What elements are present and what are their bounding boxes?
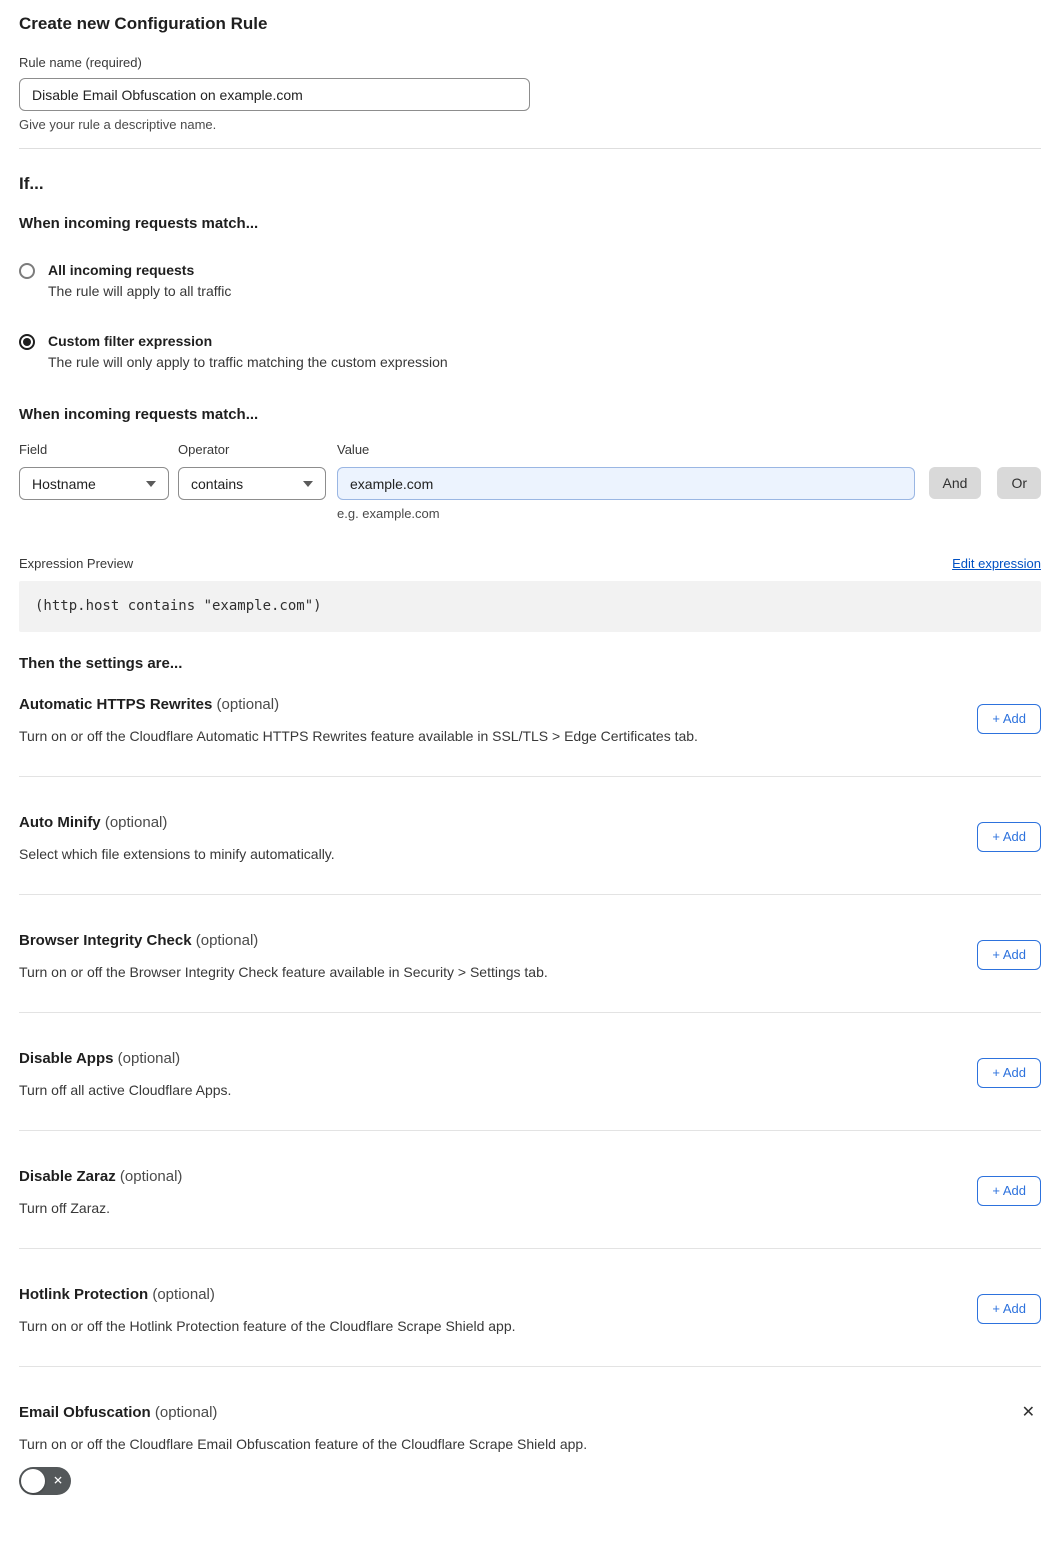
setting-name: Disable Apps	[19, 1050, 114, 1067]
rule-name-helper: Give your rule a descriptive name.	[19, 117, 217, 132]
or-button[interactable]: Or	[997, 467, 1041, 499]
radio-label: Custom filter expression	[48, 333, 213, 349]
radio-description: The rule will only apply to traffic matching the custom expression	[48, 354, 448, 370]
optional-tag: (optional)	[104, 814, 168, 831]
and-button[interactable]: And	[929, 467, 982, 499]
toggle-knob	[21, 1469, 45, 1493]
setting-title	[19, 1168, 1041, 1186]
optional-tag: (optional)	[119, 1168, 183, 1185]
add-disable-apps-button[interactable]: + Add	[977, 1058, 1041, 1088]
value-input[interactable]	[337, 467, 915, 500]
setting-row-browser-integrity-check	[19, 895, 1041, 1013]
setting-title	[19, 1404, 1041, 1422]
setting-row-disable-zaraz	[19, 1131, 1041, 1249]
section-divider	[19, 148, 1041, 149]
settings-list	[19, 672, 1041, 1532]
setting-description: Turn on or off the Hotlink Protection feature of the Cloudflare Scrape Shield app.	[19, 1318, 516, 1334]
add-automatic-https-rewrites-button[interactable]: + Add	[977, 704, 1041, 734]
field-select-value: Hostname	[32, 475, 96, 492]
setting-description: Select which file extensions to minify automatically.	[19, 846, 335, 862]
setting-description: Turn on or off the Browser Integrity Check feature available in Security > Settings tab.	[19, 964, 548, 980]
filter-expression-row	[19, 442, 1041, 500]
setting-title	[19, 1050, 1041, 1068]
rule-name-label: Rule name (required)	[19, 55, 142, 70]
operator-label: Operator	[178, 442, 230, 457]
setting-description: Turn on or off the Cloudflare Email Obfuscation feature of the Cloudflare Scrape Shield app.	[19, 1436, 588, 1452]
setting-title	[19, 696, 1041, 714]
setting-row-hotlink-protection	[19, 1249, 1041, 1367]
expression-preview-label: Expression Preview	[19, 556, 134, 571]
optional-tag: (optional)	[152, 1286, 215, 1303]
chevron-down-icon	[303, 481, 313, 487]
operator-column	[178, 442, 326, 500]
rule-name-input[interactable]	[19, 78, 530, 111]
radio-option-all-requests[interactable]	[19, 262, 1041, 299]
if-heading: If...	[19, 174, 44, 193]
expression-preview-header	[19, 556, 1041, 572]
setting-title	[19, 1286, 1041, 1304]
radio-button-unselected[interactable]	[19, 263, 35, 279]
match-subheading: When incoming requests match...	[19, 215, 259, 232]
setting-description: Turn off all active Cloudflare Apps.	[19, 1082, 232, 1098]
radio-label: All incoming requests	[48, 262, 195, 278]
add-browser-integrity-check-button[interactable]: + Add	[977, 940, 1041, 970]
radio-option-custom-filter[interactable]	[19, 333, 1041, 370]
email-obfuscation-toggle[interactable]	[19, 1467, 71, 1495]
setting-row-disable-apps	[19, 1013, 1041, 1131]
operator-select[interactable]	[178, 467, 326, 500]
setting-name: Automatic HTTPS Rewrites	[19, 696, 213, 713]
optional-tag: (optional)	[195, 932, 259, 949]
chevron-down-icon	[146, 481, 156, 487]
radio-option-text	[48, 333, 448, 370]
page-title: Create new Configuration Rule	[19, 14, 268, 33]
add-hotlink-protection-button[interactable]: + Add	[977, 1294, 1041, 1324]
setting-description: Turn on or off the Cloudflare Automatic HTTPS Rewrites feature available in SSL/TLS > Edge Certificates tab.	[19, 728, 698, 744]
setting-row-email-obfuscation	[19, 1367, 1041, 1532]
edit-expression-link[interactable]: Edit expression	[952, 556, 1041, 571]
setting-name: Browser Integrity Check	[19, 932, 192, 949]
setting-name: Email Obfuscation	[19, 1404, 151, 1421]
value-column	[337, 442, 915, 500]
setting-name: Auto Minify	[19, 814, 101, 831]
value-label: Value	[337, 442, 370, 457]
setting-name: Disable Zaraz	[19, 1168, 116, 1185]
operator-select-value: contains	[191, 475, 244, 492]
filter-heading: When incoming requests match...	[19, 406, 259, 423]
settings-heading: Then the settings are...	[19, 655, 183, 672]
toggle-off-icon: ✕	[52, 1473, 63, 1488]
field-select[interactable]	[19, 467, 169, 500]
setting-row-auto-minify	[19, 777, 1041, 895]
radio-button-selected[interactable]	[19, 334, 35, 350]
optional-tag: (optional)	[216, 696, 280, 713]
value-helper: e.g. example.com	[337, 506, 440, 521]
setting-name: Hotlink Protection	[19, 1286, 149, 1303]
setting-title	[19, 814, 1041, 832]
close-icon[interactable]: ✕	[1021, 1404, 1035, 1421]
add-auto-minify-button[interactable]: + Add	[977, 822, 1041, 852]
radio-description: The rule will apply to all traffic	[48, 283, 232, 299]
optional-tag: (optional)	[154, 1404, 218, 1421]
expression-preview-code: (http.host contains "example.com")	[19, 581, 1041, 632]
radio-option-text	[48, 262, 231, 299]
field-label: Field	[19, 442, 48, 457]
optional-tag: (optional)	[117, 1050, 181, 1067]
setting-title	[19, 932, 1041, 950]
add-disable-zaraz-button[interactable]: + Add	[977, 1176, 1041, 1206]
setting-description: Turn off Zaraz.	[19, 1200, 111, 1216]
setting-row-automatic-https-rewrites	[19, 672, 1041, 777]
field-column	[19, 442, 169, 500]
